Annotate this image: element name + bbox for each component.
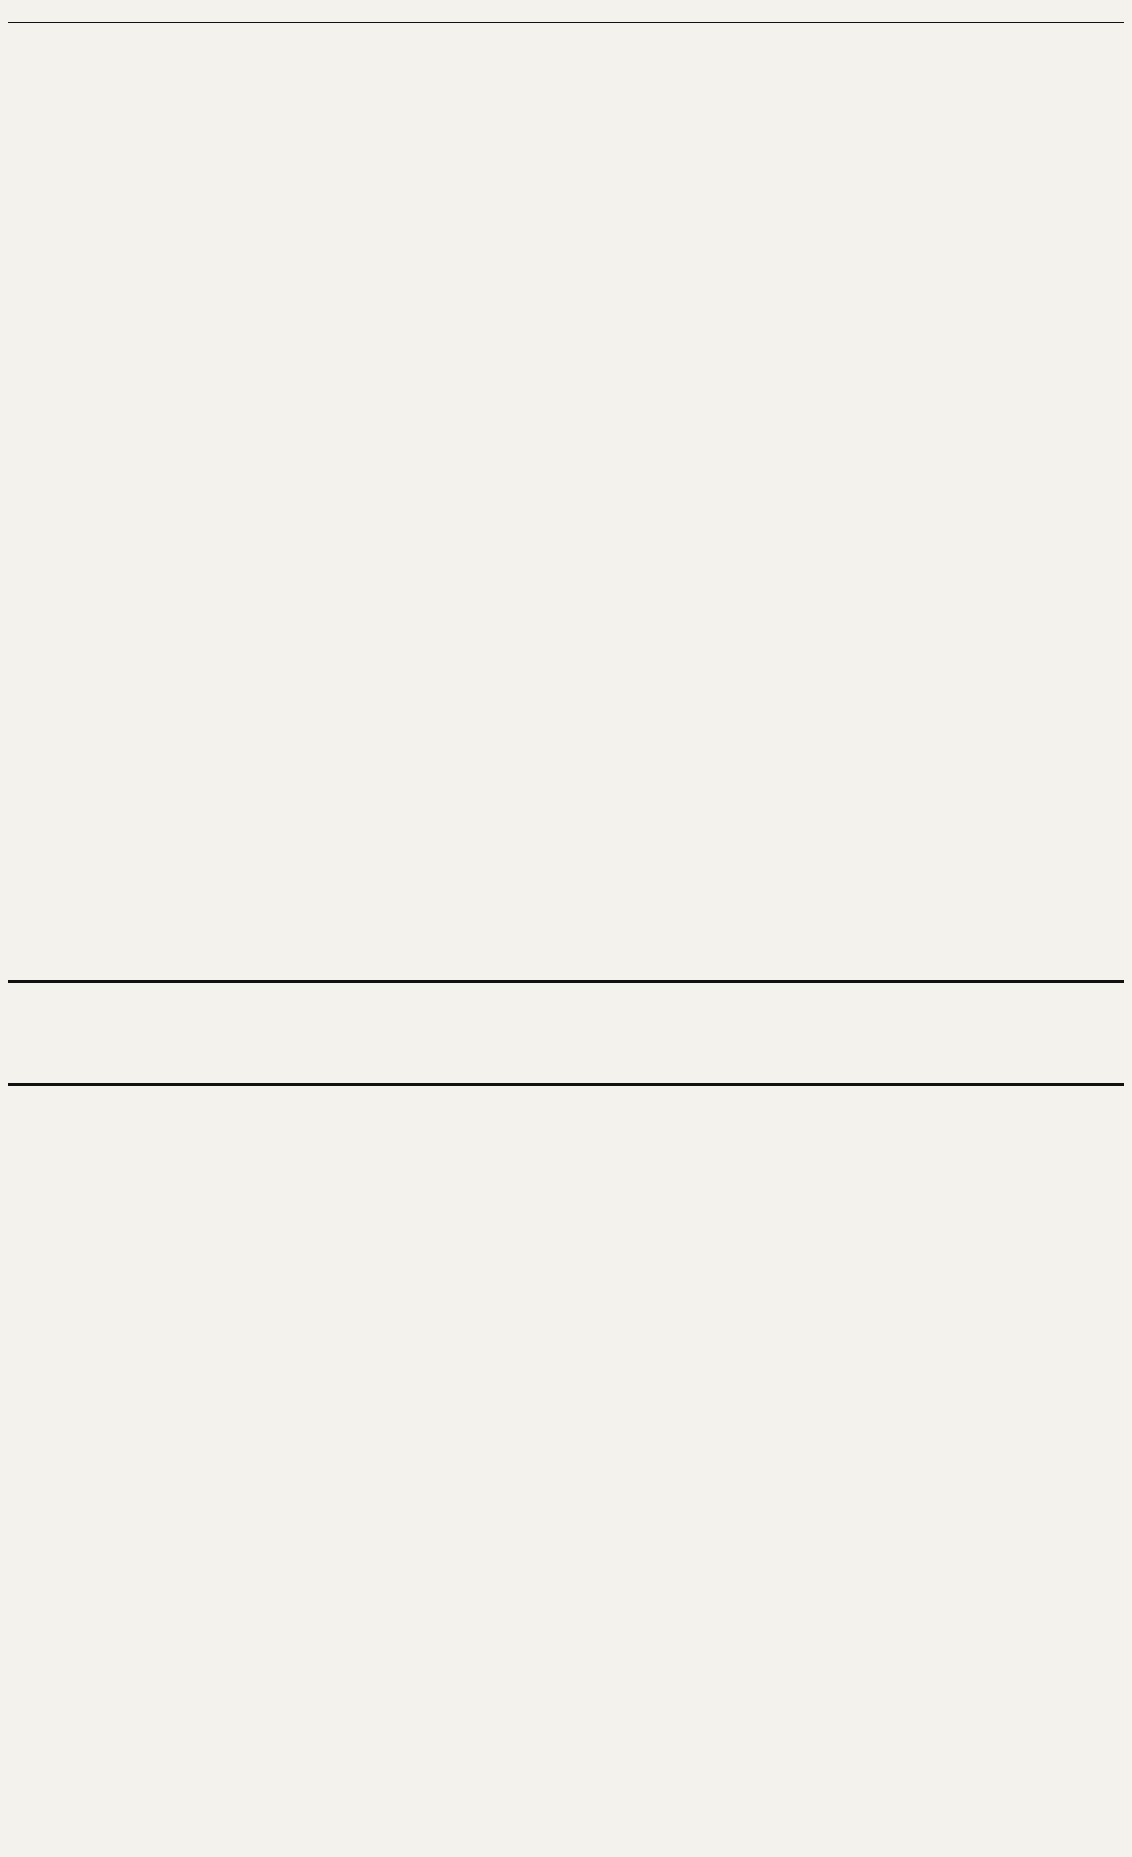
service-guide-section [8, 1086, 1124, 1853]
classified-top-section [8, 26, 1124, 974]
newspaper-page [8, 4, 1124, 1853]
running-header [8, 4, 1124, 23]
guide-banner [8, 980, 1124, 1086]
